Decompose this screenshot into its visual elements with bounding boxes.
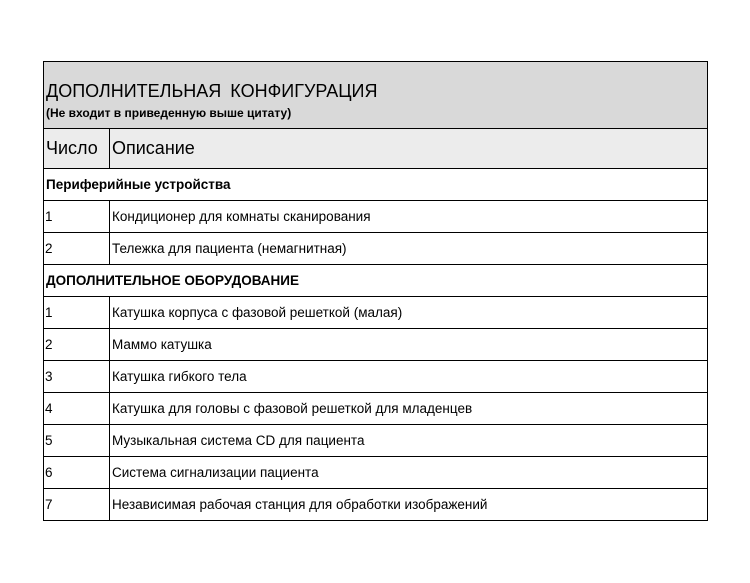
item-number: 1 [44,297,110,329]
column-header-description: Описание [110,129,708,169]
table-row [44,233,708,265]
table-subtitle: (Не входит в приведенную выше цитату) [44,105,708,129]
item-number: 7 [44,489,110,521]
item-description: Кондиционер для комнаты сканирования [110,201,708,233]
item-description: Тележка для пациента (немагнитная) [110,233,708,265]
item-description: Независимая рабочая станция для обработки изображений [110,489,708,521]
table-row [44,201,708,233]
item-number: 5 [44,425,110,457]
column-header-number: Число [44,129,110,169]
item-number: 6 [44,457,110,489]
item-description: Маммо катушка [110,329,708,361]
table-title: ДОПОЛНИТЕЛЬНАЯ КОНФИГУРАЦИЯ [44,62,708,106]
table-subtitle-row [44,105,708,129]
table-row [44,329,708,361]
column-header-row [44,129,708,169]
item-number: 3 [44,361,110,393]
table-row [44,457,708,489]
item-description: Катушка гибкого тела [110,361,708,393]
item-number: 2 [44,329,110,361]
section-heading: Периферийные устройства [44,169,708,201]
table-row [44,361,708,393]
item-number: 1 [44,201,110,233]
table-row [44,425,708,457]
item-description: Катушка для головы с фазовой решеткой для младенцев [110,393,708,425]
table-row [44,393,708,425]
item-description: Музыкальная система CD для пациента [110,425,708,457]
item-description: Система сигнализации пациента [110,457,708,489]
table-row [44,489,708,521]
section-heading-row [44,265,708,297]
table-row [44,297,708,329]
section-heading-row [44,169,708,201]
additional-configuration-table [43,61,708,521]
item-number: 4 [44,393,110,425]
item-number: 2 [44,233,110,265]
table-title-row [44,62,708,106]
item-description: Катушка корпуса с фазовой решеткой (малая) [110,297,708,329]
section-heading: ДОПОЛНИТЕЛЬНОЕ ОБОРУДОВАНИЕ [44,265,708,297]
